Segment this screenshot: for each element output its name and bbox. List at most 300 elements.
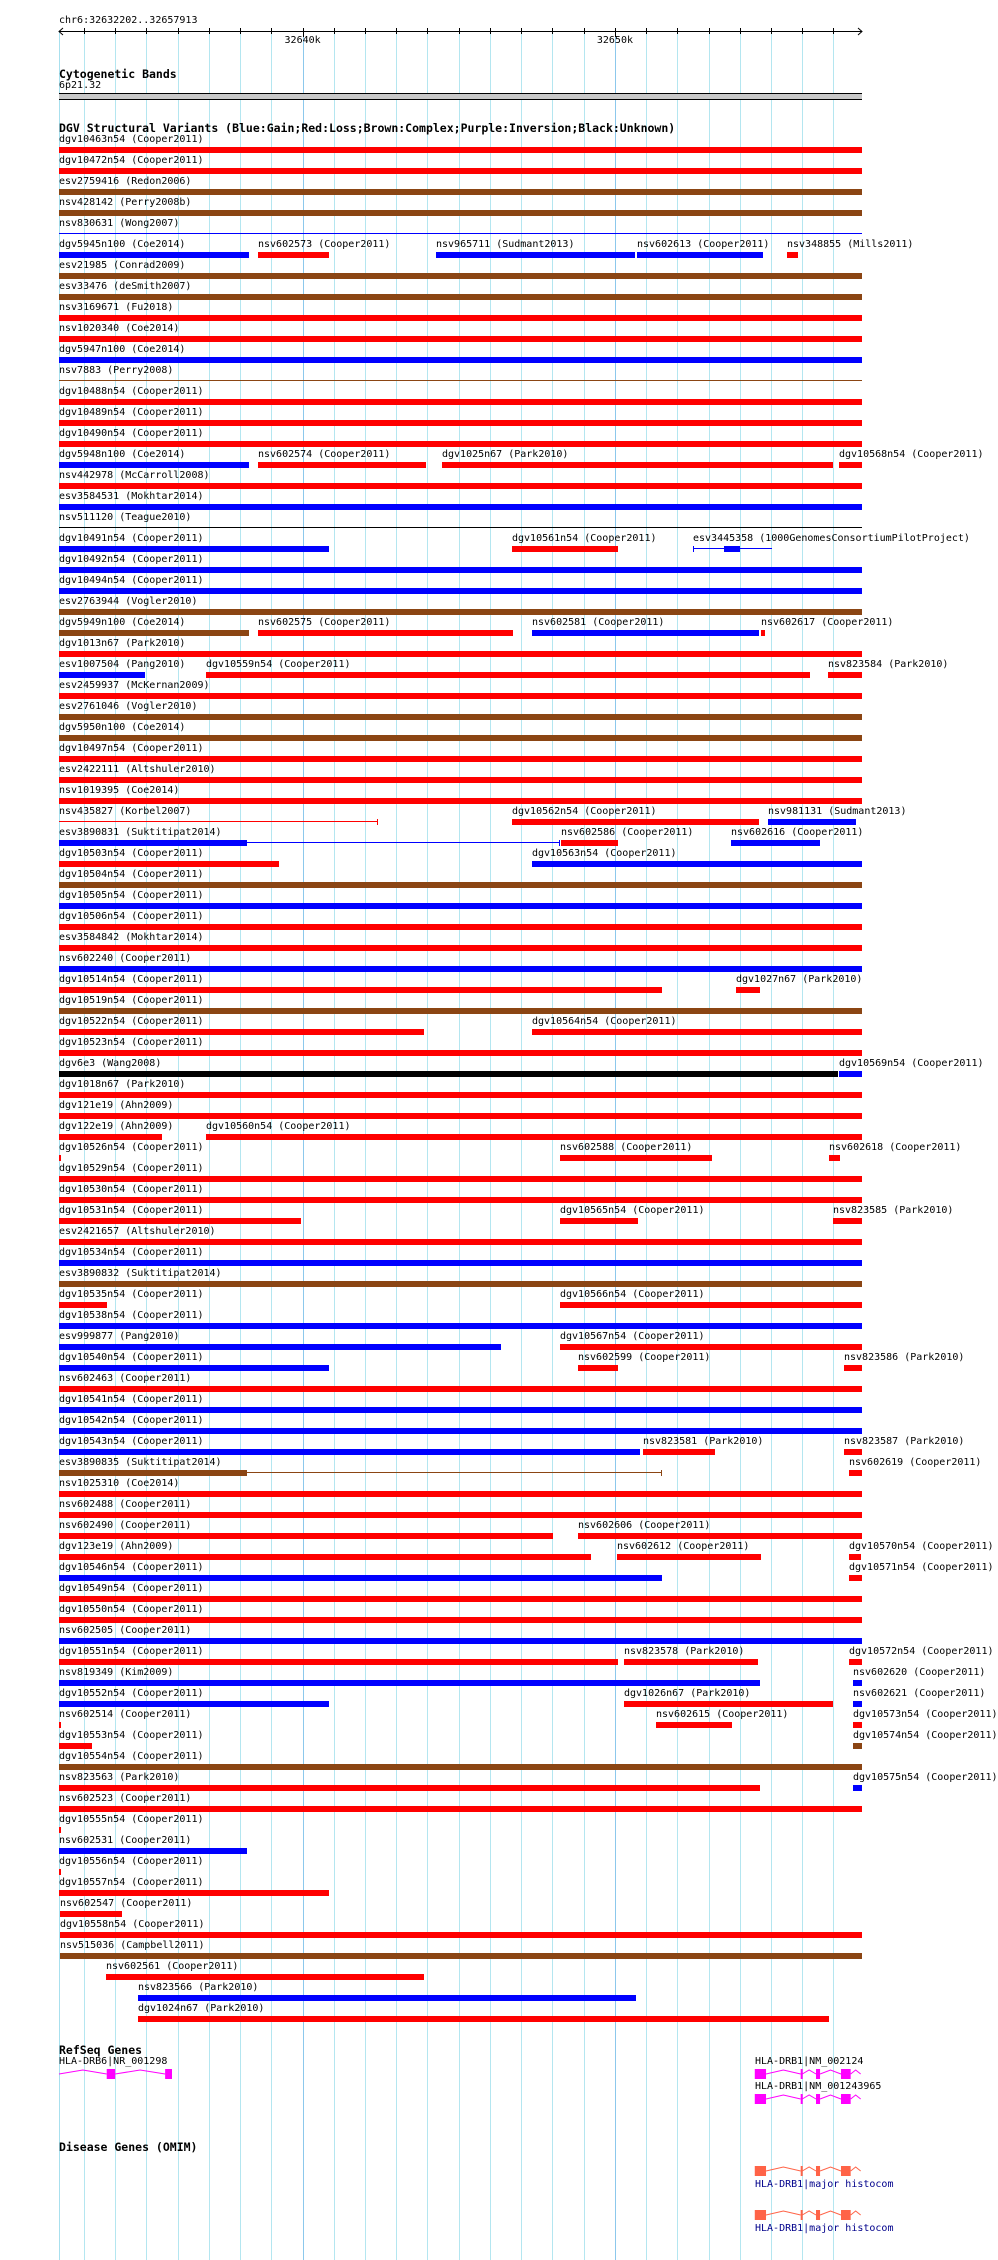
- variant-label[interactable]: nsv981131 (Sudmant2013): [768, 806, 907, 817]
- variant-label[interactable]: nsv602523 (Cooper2011): [59, 1793, 192, 1804]
- variant-bar[interactable]: [59, 567, 862, 573]
- cytoband-bar[interactable]: [59, 93, 862, 100]
- variant-label[interactable]: dgv10505n54 (Cooper2011): [59, 890, 204, 901]
- variant-label[interactable]: nsv823563 (Park2010): [59, 1772, 180, 1783]
- variant-label[interactable]: nsv602620 (Cooper2011): [853, 1667, 986, 1678]
- variant-bar[interactable]: [532, 630, 759, 636]
- variant-bar[interactable]: [849, 1575, 862, 1581]
- variant-label[interactable]: dgv10554n54 (Cooper2011): [59, 1751, 204, 1762]
- variant-bar[interactable]: [59, 1596, 862, 1602]
- variant-bar[interactable]: [560, 1344, 862, 1350]
- variant-bar[interactable]: [59, 1701, 329, 1707]
- variant-bar[interactable]: [59, 1092, 862, 1098]
- variant-label[interactable]: nsv435827 (Korbel2007): [59, 806, 192, 817]
- variant-bar[interactable]: [258, 462, 426, 468]
- variant-label[interactable]: dgv10531n54 (Cooper2011): [59, 1205, 204, 1216]
- variant-bar[interactable]: [532, 861, 862, 867]
- variant-bar[interactable]: [59, 714, 862, 720]
- variant-label[interactable]: dgv10542n54 (Cooper2011): [59, 1415, 204, 1426]
- variant-bar[interactable]: [59, 1155, 61, 1161]
- variant-label[interactable]: nsv515036 (Campbell2011): [60, 1940, 205, 1951]
- variant-label[interactable]: nsv602575 (Cooper2011): [258, 617, 391, 628]
- variant-label[interactable]: dgv10566n54 (Cooper2011): [560, 1289, 705, 1300]
- variant-bar[interactable]: [59, 1197, 862, 1203]
- variant-bar[interactable]: [59, 527, 862, 528]
- gene-intron: [802, 2070, 816, 2074]
- variant-bar[interactable]: [59, 840, 247, 846]
- variant-label[interactable]: dgv10546n54 (Cooper2011): [59, 1562, 204, 1573]
- variant-label[interactable]: dgv10570n54 (Cooper2011): [849, 1541, 994, 1552]
- variant-label[interactable]: nsv602615 (Cooper2011): [656, 1709, 789, 1720]
- variant-label[interactable]: esv33476 (deSmith2007): [59, 281, 192, 292]
- variant-bar[interactable]: [59, 987, 662, 993]
- variant-bar[interactable]: [59, 821, 378, 822]
- variant-label[interactable]: nsv602240 (Cooper2011): [59, 953, 192, 964]
- variant-label[interactable]: dgv10573n54 (Cooper2011): [853, 1709, 998, 1720]
- gene-label[interactable]: HLA-DRB6|NR_001298: [59, 2056, 168, 2067]
- variant-label[interactable]: esv21985 (Conrad2009): [59, 260, 186, 271]
- variant-bar[interactable]: [561, 840, 618, 846]
- variant-label[interactable]: nsv602505 (Cooper2011): [59, 1625, 192, 1636]
- variant-label[interactable]: nsv602514 (Cooper2011): [59, 1709, 192, 1720]
- variant-label[interactable]: nsv602618 (Cooper2011): [829, 1142, 962, 1153]
- variant-bar[interactable]: [59, 252, 249, 258]
- variant-bar[interactable]: [59, 504, 862, 510]
- variant-bar[interactable]: [512, 546, 618, 552]
- variant-bar[interactable]: [59, 1218, 301, 1224]
- variant-bar[interactable]: [59, 1134, 162, 1140]
- variant-bar[interactable]: [59, 483, 862, 489]
- variant-label[interactable]: nsv602531 (Cooper2011): [59, 1835, 192, 1846]
- variant-bar[interactable]: [59, 1176, 862, 1182]
- variant-label[interactable]: dgv1024n67 (Park2010): [138, 2003, 265, 2014]
- variant-label[interactable]: dgv10492n54 (Cooper2011): [59, 554, 204, 565]
- gene-label[interactable]: HLA-DRB1|major histocom: [755, 2223, 894, 2234]
- variant-label[interactable]: dgv5949n100 (Coe2014): [59, 617, 186, 628]
- variant-bar[interactable]: [59, 588, 862, 594]
- variant-bar[interactable]: [206, 1134, 862, 1140]
- variant-label[interactable]: esv3445358 (1000GenomesConsortiumPilotProject): [693, 533, 970, 544]
- gene-exon: [755, 2166, 766, 2176]
- variant-bar[interactable]: [828, 672, 862, 678]
- variant-label[interactable]: dgv10538n54 (Cooper2011): [59, 1310, 204, 1321]
- variant-label[interactable]: nsv602586 (Cooper2011): [561, 827, 694, 838]
- variant-label[interactable]: nsv602573 (Cooper2011): [258, 239, 391, 250]
- variant-label[interactable]: dgv1013n67 (Park2010): [59, 638, 186, 649]
- variant-bar[interactable]: [59, 672, 145, 678]
- variant-bar[interactable]: [59, 1575, 662, 1581]
- variant-label[interactable]: nsv511120 (Teague2010): [59, 512, 192, 523]
- variant-bar[interactable]: [59, 1806, 862, 1812]
- gene-exon: [801, 2210, 803, 2220]
- variant-bar[interactable]: [59, 777, 862, 783]
- variant-label[interactable]: dgv123e19 (Ahn2009): [59, 1541, 174, 1552]
- variant-bar[interactable]: [59, 966, 862, 972]
- variant-label[interactable]: dgv10575n54 (Cooper2011): [853, 1772, 998, 1783]
- variant-label[interactable]: dgv5950n100 (Coe2014): [59, 722, 186, 733]
- variant-label[interactable]: nsv823587 (Park2010): [844, 1436, 965, 1447]
- variant-label[interactable]: esv2761046 (Vogler2010): [59, 701, 198, 712]
- variant-bar[interactable]: [59, 546, 329, 552]
- variant-bar[interactable]: [59, 1743, 92, 1749]
- variant-label[interactable]: nsv602547 (Cooper2011): [60, 1898, 193, 1909]
- variant-bar[interactable]: [731, 840, 820, 846]
- cytoband-label: 6p21.32: [59, 80, 102, 91]
- variant-label[interactable]: dgv122e19 (Ahn2009): [59, 1121, 174, 1132]
- variant-label[interactable]: dgv10503n54 (Cooper2011): [59, 848, 204, 859]
- omim-track-title[interactable]: Disease Genes (OMIM): [59, 2140, 198, 2154]
- variant-label[interactable]: esv2759416 (Redon2006): [59, 176, 192, 187]
- variant-label[interactable]: dgv10488n54 (Cooper2011): [59, 386, 204, 397]
- variant-bar[interactable]: [59, 1386, 862, 1392]
- ruler-location: chr6:32632202..32657913: [59, 15, 198, 26]
- variant-label[interactable]: dgv10497n54 (Cooper2011): [59, 743, 204, 754]
- variant-label[interactable]: dgv10463n54 (Cooper2011): [59, 134, 204, 145]
- variant-label[interactable]: dgv10541n54 (Cooper2011): [59, 1394, 204, 1405]
- variant-label[interactable]: nsv965711 (Sudmant2013): [436, 239, 575, 250]
- variant-bar[interactable]: [853, 1680, 862, 1686]
- variant-label[interactable]: dgv10557n54 (Cooper2011): [59, 1877, 204, 1888]
- variant-bar[interactable]: [844, 1365, 862, 1371]
- variant-bar[interactable]: [59, 1491, 862, 1497]
- variant-bar[interactable]: [59, 315, 862, 321]
- variant-label[interactable]: dgv10550n54 (Cooper2011): [59, 1604, 204, 1615]
- variant-label[interactable]: nsv602612 (Cooper2011): [617, 1541, 750, 1552]
- variant-bar[interactable]: [59, 609, 862, 615]
- variant-label[interactable]: dgv10506n54 (Cooper2011): [59, 911, 204, 922]
- variant-bar[interactable]: [59, 1428, 862, 1434]
- variant-bar[interactable]: [59, 1785, 760, 1791]
- variant-bar[interactable]: [849, 1554, 861, 1560]
- variant-label[interactable]: nsv823585 (Park2010): [833, 1205, 954, 1216]
- variant-bar[interactable]: [844, 1449, 862, 1455]
- refseq-track-title[interactable]: RefSeq Genes: [59, 2043, 143, 2057]
- variant-label[interactable]: nsv1020340 (Coe2014): [59, 323, 180, 334]
- variant-bar[interactable]: [59, 147, 862, 153]
- variant-label[interactable]: dgv10540n54 (Cooper2011): [59, 1352, 204, 1363]
- variant-label[interactable]: esv3584531 (Mokhtar2014): [59, 491, 204, 502]
- variant-label[interactable]: dgv10472n54 (Cooper2011): [59, 155, 204, 166]
- variant-label[interactable]: nsv602574 (Cooper2011): [258, 449, 391, 460]
- variant-label[interactable]: dgv1026n67 (Park2010): [624, 1688, 751, 1699]
- variant-bar[interactable]: [59, 1071, 838, 1077]
- variant-label[interactable]: dgv10567n54 (Cooper2011): [560, 1331, 705, 1342]
- variant-label[interactable]: dgv121e19 (Ahn2009): [59, 1100, 174, 1111]
- variant-label[interactable]: dgv10559n54 (Cooper2011): [206, 659, 351, 670]
- variant-bar[interactable]: [60, 1953, 862, 1959]
- variant-bar[interactable]: [59, 1302, 107, 1308]
- variant-label[interactable]: nsv602463 (Cooper2011): [59, 1373, 192, 1384]
- variant-bar[interactable]: [59, 1407, 862, 1413]
- variant-bar[interactable]: [853, 1722, 862, 1728]
- variant-bar[interactable]: [59, 1638, 862, 1644]
- variant-label[interactable]: dgv10553n54 (Cooper2011): [59, 1730, 204, 1741]
- cytoband-track-title[interactable]: Cytogenetic Bands: [59, 67, 177, 81]
- variant-bar[interactable]: [59, 1890, 329, 1896]
- variant-label[interactable]: nsv3169671 (Fu2018): [59, 302, 174, 313]
- variant-label[interactable]: dgv10494n54 (Cooper2011): [59, 575, 204, 586]
- variant-bar[interactable]: [624, 1659, 758, 1665]
- dgv-track-title[interactable]: DGV Structural Variants (Blue:Gain;Red:Loss;Brown:Complex;Purple:Inversion;Black:Unknown): [59, 121, 676, 135]
- variant-label[interactable]: nsv823566 (Park2010): [138, 1982, 259, 1993]
- variant-label[interactable]: dgv10523n54 (Cooper2011): [59, 1037, 204, 1048]
- variant-bar[interactable]: [59, 735, 862, 741]
- variant-label[interactable]: nsv830631 (Wong2007): [59, 218, 180, 229]
- variant-end-tick: [559, 840, 560, 846]
- variant-bar[interactable]: [578, 1365, 618, 1371]
- variant-bar[interactable]: [59, 924, 862, 930]
- variant-bar[interactable]: [59, 210, 862, 216]
- variant-bar[interactable]: [59, 1533, 553, 1539]
- variant-label[interactable]: esv999877 (Pang2010): [59, 1331, 180, 1342]
- ruler-tick-label: 32640k: [284, 35, 321, 46]
- variant-label[interactable]: esv3890832 (Suktitipat2014): [59, 1268, 222, 1279]
- variant-bar[interactable]: [59, 1470, 247, 1476]
- variant-bar[interactable]: [138, 2016, 829, 2022]
- variant-bar[interactable]: [768, 819, 856, 825]
- gene-exon: [755, 2210, 766, 2220]
- variant-bar[interactable]: [59, 1029, 424, 1035]
- variant-label[interactable]: nsv1025310 (Coe2014): [59, 1478, 180, 1489]
- gene-intron: [59, 2070, 107, 2074]
- variant-bar[interactable]: [637, 252, 763, 258]
- variant-bar[interactable]: [59, 233, 862, 234]
- variant-bar[interactable]: [59, 1323, 862, 1329]
- variant-label[interactable]: esv3584842 (Mokhtar2014): [59, 932, 204, 943]
- variant-bar[interactable]: [560, 1218, 638, 1224]
- variant-bar[interactable]: [787, 252, 798, 258]
- variant-bar[interactable]: [853, 1701, 862, 1707]
- variant-label[interactable]: dgv10565n54 (Cooper2011): [560, 1205, 705, 1216]
- variant-bar[interactable]: [60, 1932, 862, 1938]
- variant-label[interactable]: esv2459937 (McKernan2009): [59, 680, 210, 691]
- variant-label[interactable]: dgv1025n67 (Park2010): [442, 449, 569, 460]
- variant-label[interactable]: nsv823581 (Park2010): [643, 1436, 764, 1447]
- variant-bar[interactable]: [59, 693, 862, 699]
- variant-bar[interactable]: [59, 1827, 61, 1833]
- variant-label[interactable]: dgv10560n54 (Cooper2011): [206, 1121, 351, 1132]
- gene-label[interactable]: HLA-DRB1|NM_001243965: [755, 2081, 882, 2092]
- variant-label[interactable]: dgv10529n54 (Cooper2011): [59, 1163, 204, 1174]
- variant-label[interactable]: dgv10491n54 (Cooper2011): [59, 533, 204, 544]
- variant-bar[interactable]: [59, 903, 862, 909]
- variant-bar[interactable]: [59, 1659, 618, 1665]
- variant-label[interactable]: nsv428142 (Perry2008b): [59, 197, 192, 208]
- variant-label[interactable]: nsv1019395 (Coe2014): [59, 785, 180, 796]
- variant-bar[interactable]: [59, 441, 862, 447]
- variant-bar[interactable]: [512, 819, 759, 825]
- variant-bar[interactable]: [436, 252, 635, 258]
- variant-bar[interactable]: [258, 252, 329, 258]
- variant-label[interactable]: dgv10564n54 (Cooper2011): [532, 1016, 677, 1027]
- variant-bar[interactable]: [59, 1344, 501, 1350]
- variant-label[interactable]: dgv10572n54 (Cooper2011): [849, 1646, 994, 1657]
- variant-bar[interactable]: [849, 1470, 862, 1476]
- gene-exon: [107, 2069, 115, 2079]
- variant-label[interactable]: dgv10490n54 (Cooper2011): [59, 428, 204, 439]
- variant-bar[interactable]: [624, 1701, 833, 1707]
- variant-label[interactable]: dgv10555n54 (Cooper2011): [59, 1814, 204, 1825]
- variant-bar[interactable]: [138, 1995, 636, 2001]
- variant-bar[interactable]: [560, 1302, 862, 1308]
- variant-label[interactable]: nsv602561 (Cooper2011): [106, 1961, 239, 1972]
- variant-bar[interactable]: [59, 1239, 862, 1245]
- variant-bar[interactable]: [59, 1617, 862, 1623]
- variant-label[interactable]: dgv5947n100 (Coe2014): [59, 344, 186, 355]
- variant-bar[interactable]: [849, 1659, 862, 1665]
- gene-intron: [851, 2211, 861, 2215]
- variant-label[interactable]: nsv442978 (McCarroll2008): [59, 470, 210, 481]
- variant-label[interactable]: esv2763944 (Vogler2010): [59, 596, 198, 607]
- variant-label[interactable]: dgv10489n54 (Cooper2011): [59, 407, 204, 418]
- variant-label[interactable]: nsv823578 (Park2010): [624, 1646, 745, 1657]
- gene-intron: [802, 2211, 816, 2215]
- variant-bar[interactable]: [59, 462, 249, 468]
- variant-bar[interactable]: [59, 630, 249, 636]
- variant-bar[interactable]: [59, 1764, 862, 1770]
- variant-label[interactable]: nsv602613 (Cooper2011): [637, 239, 770, 250]
- variant-label[interactable]: dgv10574n54 (Cooper2011): [853, 1730, 998, 1741]
- variant-bar[interactable]: [59, 756, 862, 762]
- variant-label[interactable]: nsv819349 (Kim2009): [59, 1667, 174, 1678]
- variant-label[interactable]: nsv602581 (Cooper2011): [532, 617, 665, 628]
- gene-exon: [755, 2069, 766, 2079]
- variant-label[interactable]: dgv10552n54 (Cooper2011): [59, 1688, 204, 1699]
- variant-label[interactable]: nsv602588 (Cooper2011): [560, 1142, 693, 1153]
- variant-bar[interactable]: [578, 1533, 862, 1539]
- variant-label[interactable]: dgv10563n54 (Cooper2011): [532, 848, 677, 859]
- variant-label[interactable]: esv1007504 (Pang2010): [59, 659, 186, 670]
- variant-bar[interactable]: [60, 1911, 122, 1917]
- gene-exon: [816, 2166, 820, 2176]
- variant-bar[interactable]: [839, 1071, 862, 1077]
- variant-bar[interactable]: [59, 1512, 862, 1518]
- variant-label[interactable]: dgv10543n54 (Cooper2011): [59, 1436, 204, 1447]
- variant-label[interactable]: dgv5948n100 (Coe2014): [59, 449, 186, 460]
- variant-bar[interactable]: [59, 336, 862, 342]
- variant-label[interactable]: dgv10569n54 (Cooper2011): [839, 1058, 984, 1069]
- variant-bar[interactable]: [724, 546, 740, 552]
- variant-label[interactable]: esv2421657 (Altshuler2010): [59, 1226, 216, 1237]
- variant-label[interactable]: dgv5945n100 (Coe2014): [59, 239, 186, 250]
- variant-bar[interactable]: [106, 1974, 424, 1980]
- variant-bar[interactable]: [617, 1554, 761, 1560]
- variant-label[interactable]: dgv10558n54 (Cooper2011): [60, 1919, 205, 1930]
- variant-label[interactable]: dgv10571n54 (Cooper2011): [849, 1562, 994, 1573]
- variant-label[interactable]: dgv10556n54 (Cooper2011): [59, 1856, 204, 1867]
- variant-bar[interactable]: [59, 294, 862, 300]
- variant-label[interactable]: dgv10535n54 (Cooper2011): [59, 1289, 204, 1300]
- variant-label[interactable]: esv2422111 (Altshuler2010): [59, 764, 216, 775]
- variant-bar[interactable]: [59, 1281, 862, 1287]
- variant-label[interactable]: esv3890835 (Suktitipat2014): [59, 1457, 222, 1468]
- gene-exon: [755, 2094, 766, 2104]
- variant-bar[interactable]: [442, 462, 833, 468]
- variant-label[interactable]: nsv602490 (Cooper2011): [59, 1520, 192, 1531]
- variant-bar[interactable]: [59, 380, 862, 381]
- gene-exon: [816, 2094, 820, 2104]
- variant-bar[interactable]: [59, 357, 862, 363]
- variant-bar[interactable]: [833, 1218, 862, 1224]
- variant-bar[interactable]: [829, 1155, 840, 1161]
- variant-label[interactable]: dgv10530n54 (Cooper2011): [59, 1184, 204, 1195]
- variant-bar[interactable]: [59, 1050, 862, 1056]
- variant-bar[interactable]: [59, 1260, 862, 1266]
- variant-bar[interactable]: [59, 651, 862, 657]
- variant-bar[interactable]: [59, 420, 862, 426]
- variant-label[interactable]: nsv602617 (Cooper2011): [761, 617, 894, 628]
- variant-bar[interactable]: [59, 1113, 862, 1119]
- variant-bar[interactable]: [59, 1554, 591, 1560]
- variant-bar[interactable]: [258, 630, 513, 636]
- variant-label[interactable]: esv3890831 (Suktitipat2014): [59, 827, 222, 838]
- variant-label[interactable]: dgv10519n54 (Cooper2011): [59, 995, 204, 1006]
- variant-label[interactable]: dgv10526n54 (Cooper2011): [59, 1142, 204, 1153]
- variant-bar[interactable]: [206, 672, 810, 678]
- variant-label[interactable]: nsv602599 (Cooper2011): [578, 1352, 711, 1363]
- variant-label[interactable]: dgv1018n67 (Park2010): [59, 1079, 186, 1090]
- variant-bar[interactable]: [59, 1365, 329, 1371]
- gene-label[interactable]: HLA-DRB1|major histocom: [755, 2179, 894, 2190]
- variant-label[interactable]: nsv823584 (Park2010): [828, 659, 949, 670]
- variant-bar[interactable]: [643, 1449, 715, 1455]
- variant-bar[interactable]: [59, 1848, 247, 1854]
- variant-label[interactable]: nsv7883 (Perry2008): [59, 365, 174, 376]
- variant-bar[interactable]: [59, 798, 862, 804]
- variant-label[interactable]: dgv1027n67 (Park2010): [736, 974, 863, 985]
- variant-bar[interactable]: [761, 630, 765, 636]
- variant-bar[interactable]: [59, 399, 862, 405]
- variant-label[interactable]: nsv602616 (Cooper2011): [731, 827, 864, 838]
- variant-bar[interactable]: [560, 1155, 712, 1161]
- variant-label[interactable]: dgv10504n54 (Cooper2011): [59, 869, 204, 880]
- variant-label[interactable]: dgv10534n54 (Cooper2011): [59, 1247, 204, 1258]
- variant-label[interactable]: nsv348855 (Mills2011): [787, 239, 914, 250]
- variant-bar[interactable]: [59, 1680, 760, 1686]
- variant-bar[interactable]: [532, 1029, 862, 1035]
- variant-bar[interactable]: [59, 273, 862, 279]
- variant-label[interactable]: dgv10549n54 (Cooper2011): [59, 1583, 204, 1594]
- variant-bar[interactable]: [736, 987, 760, 993]
- variant-label[interactable]: nsv602621 (Cooper2011): [853, 1688, 986, 1699]
- variant-label[interactable]: nsv602488 (Cooper2011): [59, 1499, 192, 1510]
- variant-label[interactable]: dgv10568n54 (Cooper2011): [839, 449, 984, 460]
- variant-bar[interactable]: [59, 1869, 61, 1875]
- variant-label[interactable]: nsv602606 (Cooper2011): [578, 1520, 711, 1531]
- variant-bar[interactable]: [59, 1449, 640, 1455]
- gene-label[interactable]: HLA-DRB1|NM_002124: [755, 2056, 864, 2067]
- variant-label[interactable]: dgv10561n54 (Cooper2011): [512, 533, 657, 544]
- variant-bar[interactable]: [853, 1785, 862, 1791]
- variant-label[interactable]: dgv10551n54 (Cooper2011): [59, 1646, 204, 1657]
- variant-bar[interactable]: [59, 1008, 862, 1014]
- variant-bar[interactable]: [59, 168, 862, 174]
- variant-label[interactable]: dgv10522n54 (Cooper2011): [59, 1016, 204, 1027]
- variant-bar[interactable]: [839, 462, 862, 468]
- variant-label[interactable]: dgv10562n54 (Cooper2011): [512, 806, 657, 817]
- variant-bar[interactable]: [656, 1722, 732, 1728]
- variant-bar[interactable]: [59, 189, 862, 195]
- variant-bar[interactable]: [853, 1743, 862, 1749]
- variant-bar[interactable]: [59, 882, 862, 888]
- variant-bar[interactable]: [59, 1722, 61, 1728]
- variant-bar[interactable]: [59, 945, 862, 951]
- variant-label[interactable]: dgv10514n54 (Cooper2011): [59, 974, 204, 985]
- variant-label[interactable]: nsv823586 (Park2010): [844, 1352, 965, 1363]
- variant-label[interactable]: nsv602619 (Cooper2011): [849, 1457, 982, 1468]
- variant-bar[interactable]: [59, 861, 279, 867]
- variant-label[interactable]: dgv6e3 (Wang2008): [59, 1058, 162, 1069]
